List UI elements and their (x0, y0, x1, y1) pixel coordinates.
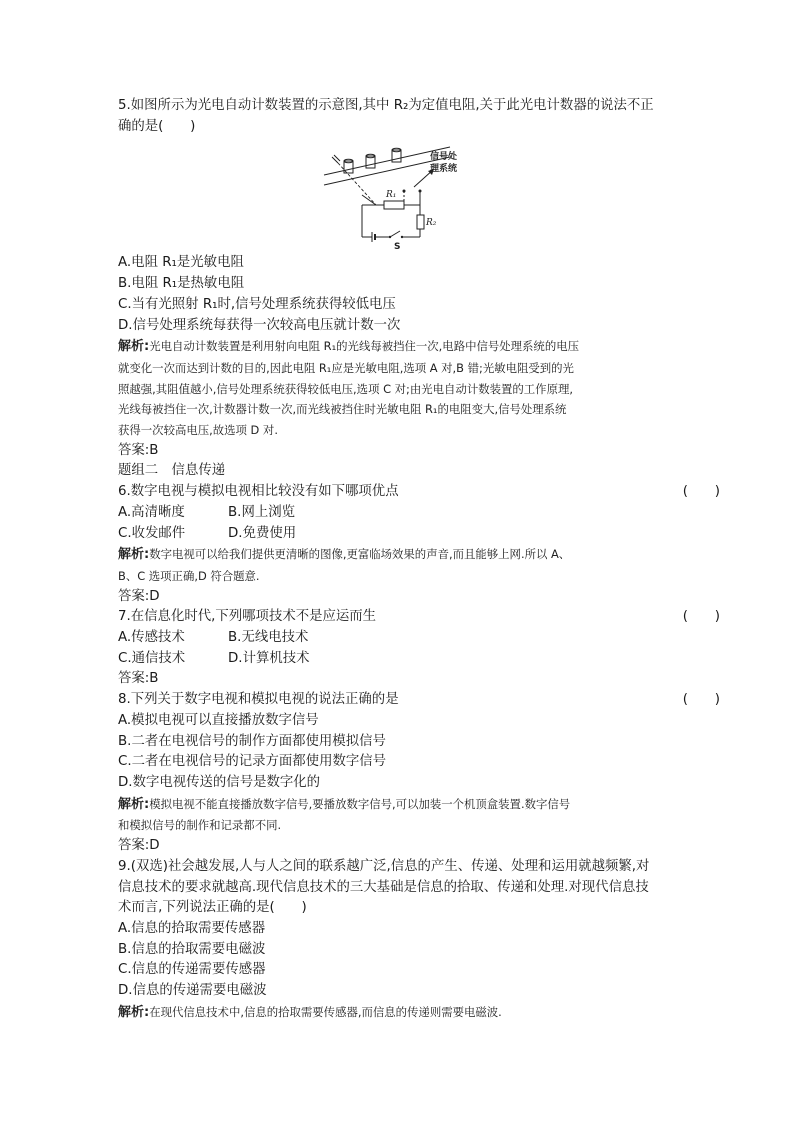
q8-option-a: A.模拟电视可以直接播放数字信号 (118, 712, 319, 728)
q5-option-b: B.电阻 R₁是热敏电阻 (118, 276, 245, 292)
analysis-label: 解析: (118, 547, 150, 563)
q9-option-d: D.信息的传递需要电磁波 (118, 983, 267, 999)
q5-analysis-line2: 就变化一次而达到计数的目的,因此电阻 R₁应是光敏电阻,选项 A 对,B 错;光敏电阻受到的光 (118, 360, 574, 375)
analysis-label: 解析: (118, 339, 150, 355)
circuit-diagram (322, 139, 482, 249)
figure-switch-label: S (394, 242, 401, 250)
q5-analysis-line4: 光线每被挡住一次,计数器计数一次,而光线被挡住时光敏电阻 R₁的电阻变大,信号处理系统 (118, 402, 567, 417)
q9-stem-line3: 术而言,下列说法正确的是( ) (118, 900, 307, 916)
q5-analysis-line1: 解析:光电自动计数装置是利用射向电阻 R₁的光线每被挡住一次,电路中信号处理系统的电压 (118, 339, 579, 355)
q6-option-c: C.收发邮件 (118, 525, 186, 541)
answer-bracket: ( ) (682, 484, 720, 500)
q7-option-a: A.传感技术 (118, 630, 185, 646)
q8-answer: 答案:D (118, 838, 160, 854)
figure-r1-label: R₁ (386, 190, 397, 201)
q9-stem-line1: 9.(双选)社会越发展,人与人之间的联系越广泛,信息的产生、传递、处理和运用就越频繁,对 (118, 858, 650, 874)
q9-option-b: B.信息的拾取需要电磁波 (118, 941, 266, 957)
q9-analysis: 解析:在现代信息技术中,信息的拾取需要传感器,而信息的传递则需要电磁波. (118, 1004, 502, 1020)
section-heading: 题组二 信息传递 (118, 463, 226, 479)
q7-option-c: C.通信技术 (118, 650, 186, 666)
q7-options-row2 (118, 649, 728, 670)
q7-option-d: D.计算机技术 (228, 650, 310, 666)
q7-option-b: B.无线电技术 (228, 630, 309, 646)
q5-analysis-line3: 照越强,其阻值越小,信号处理系统获得较低电压,选项 C 对;由光电自动计数装置的工作原理, (118, 381, 573, 396)
q6-option-a: A.高清晰度 (118, 504, 185, 520)
analysis-label: 解析: (118, 1004, 150, 1020)
figure-label-bottom: 理系统 (430, 164, 458, 175)
q7-stem: 7.在信息化时代,下列哪项技术不是应运而生 ( ) (118, 607, 728, 628)
analysis-label: 解析: (118, 796, 150, 812)
q5-option-d: D.信号处理系统每获得一次较高电压就计数一次 (118, 317, 401, 333)
q7-answer: 答案:B (118, 671, 159, 687)
q8-option-c: C.二者在电视信号的记录方面都使用数字信号 (118, 754, 387, 770)
q6-answer: 答案:D (118, 588, 160, 604)
q6-option-d: D.免费使用 (228, 525, 297, 541)
q5-stem-line1: 5.如图所示为光电自动计数装置的示意图,其中 R₂为定值电阻,关于此光电计数器的说法不正 (118, 98, 654, 113)
q8-option-d: D.数字电视传送的信号是数字化的 (118, 774, 321, 790)
q6-options-row1 (118, 503, 728, 524)
q5-answer: 答案:B (118, 442, 159, 458)
answer-bracket: ( ) (682, 609, 720, 625)
q8-option-b: B.二者在电视信号的制作方面都使用模拟信号 (118, 733, 386, 749)
figure-r2-label: R₂ (426, 218, 437, 229)
q6-analysis-line1: 解析:数字电视可以给我们提供更清晰的图像,更富临场效果的声音,而且能够上网.所以 A、 (118, 547, 571, 563)
q6-option-b: B.网上浏览 (228, 504, 296, 520)
q9-stem-line2: 信息技术的要求就越高.现代信息技术的三大基础是信息的拾取、传递和处理.对现代信息技 (118, 879, 649, 895)
q6-stem: 6.数字电视与模拟电视相比较没有如下哪项优点 ( ) (118, 482, 728, 503)
q5-analysis-line5: 获得一次较高电压,故选项 D 对. (118, 423, 278, 438)
q5-option-a: A.电阻 R₁是光敏电阻 (118, 255, 244, 271)
q9-option-c: C.信息的传递需要传感器 (118, 962, 266, 978)
q5-circuit-figure (118, 139, 728, 249)
q6-analysis-line2: B、C 选项正确,D 符合题意. (118, 568, 260, 583)
q6-options-row2 (118, 524, 728, 545)
answer-bracket: ( ) (682, 692, 720, 708)
q7-options-row1 (118, 628, 728, 649)
q8-analysis-line2: 和模拟信号的制作和记录都不同. (118, 818, 282, 833)
q8-analysis-line1: 解析:模拟电视不能直接播放数字信号,要播放数字信号,可以加装一个机顶盒装置.数字信号 (118, 796, 571, 812)
q8-stem: 8.下列关于数字电视和模拟电视的说法正确的是 ( ) (118, 690, 728, 711)
document-page (118, 96, 728, 1023)
q9-option-a: A.信息的拾取需要传感器 (118, 920, 266, 936)
q5-stem-line2: 确的是( ) (118, 118, 196, 134)
q5-option-c: C.当有光照射 R₁时,信号处理系统获得较低电压 (118, 296, 396, 312)
figure-label-top: 信号处 (430, 152, 458, 163)
